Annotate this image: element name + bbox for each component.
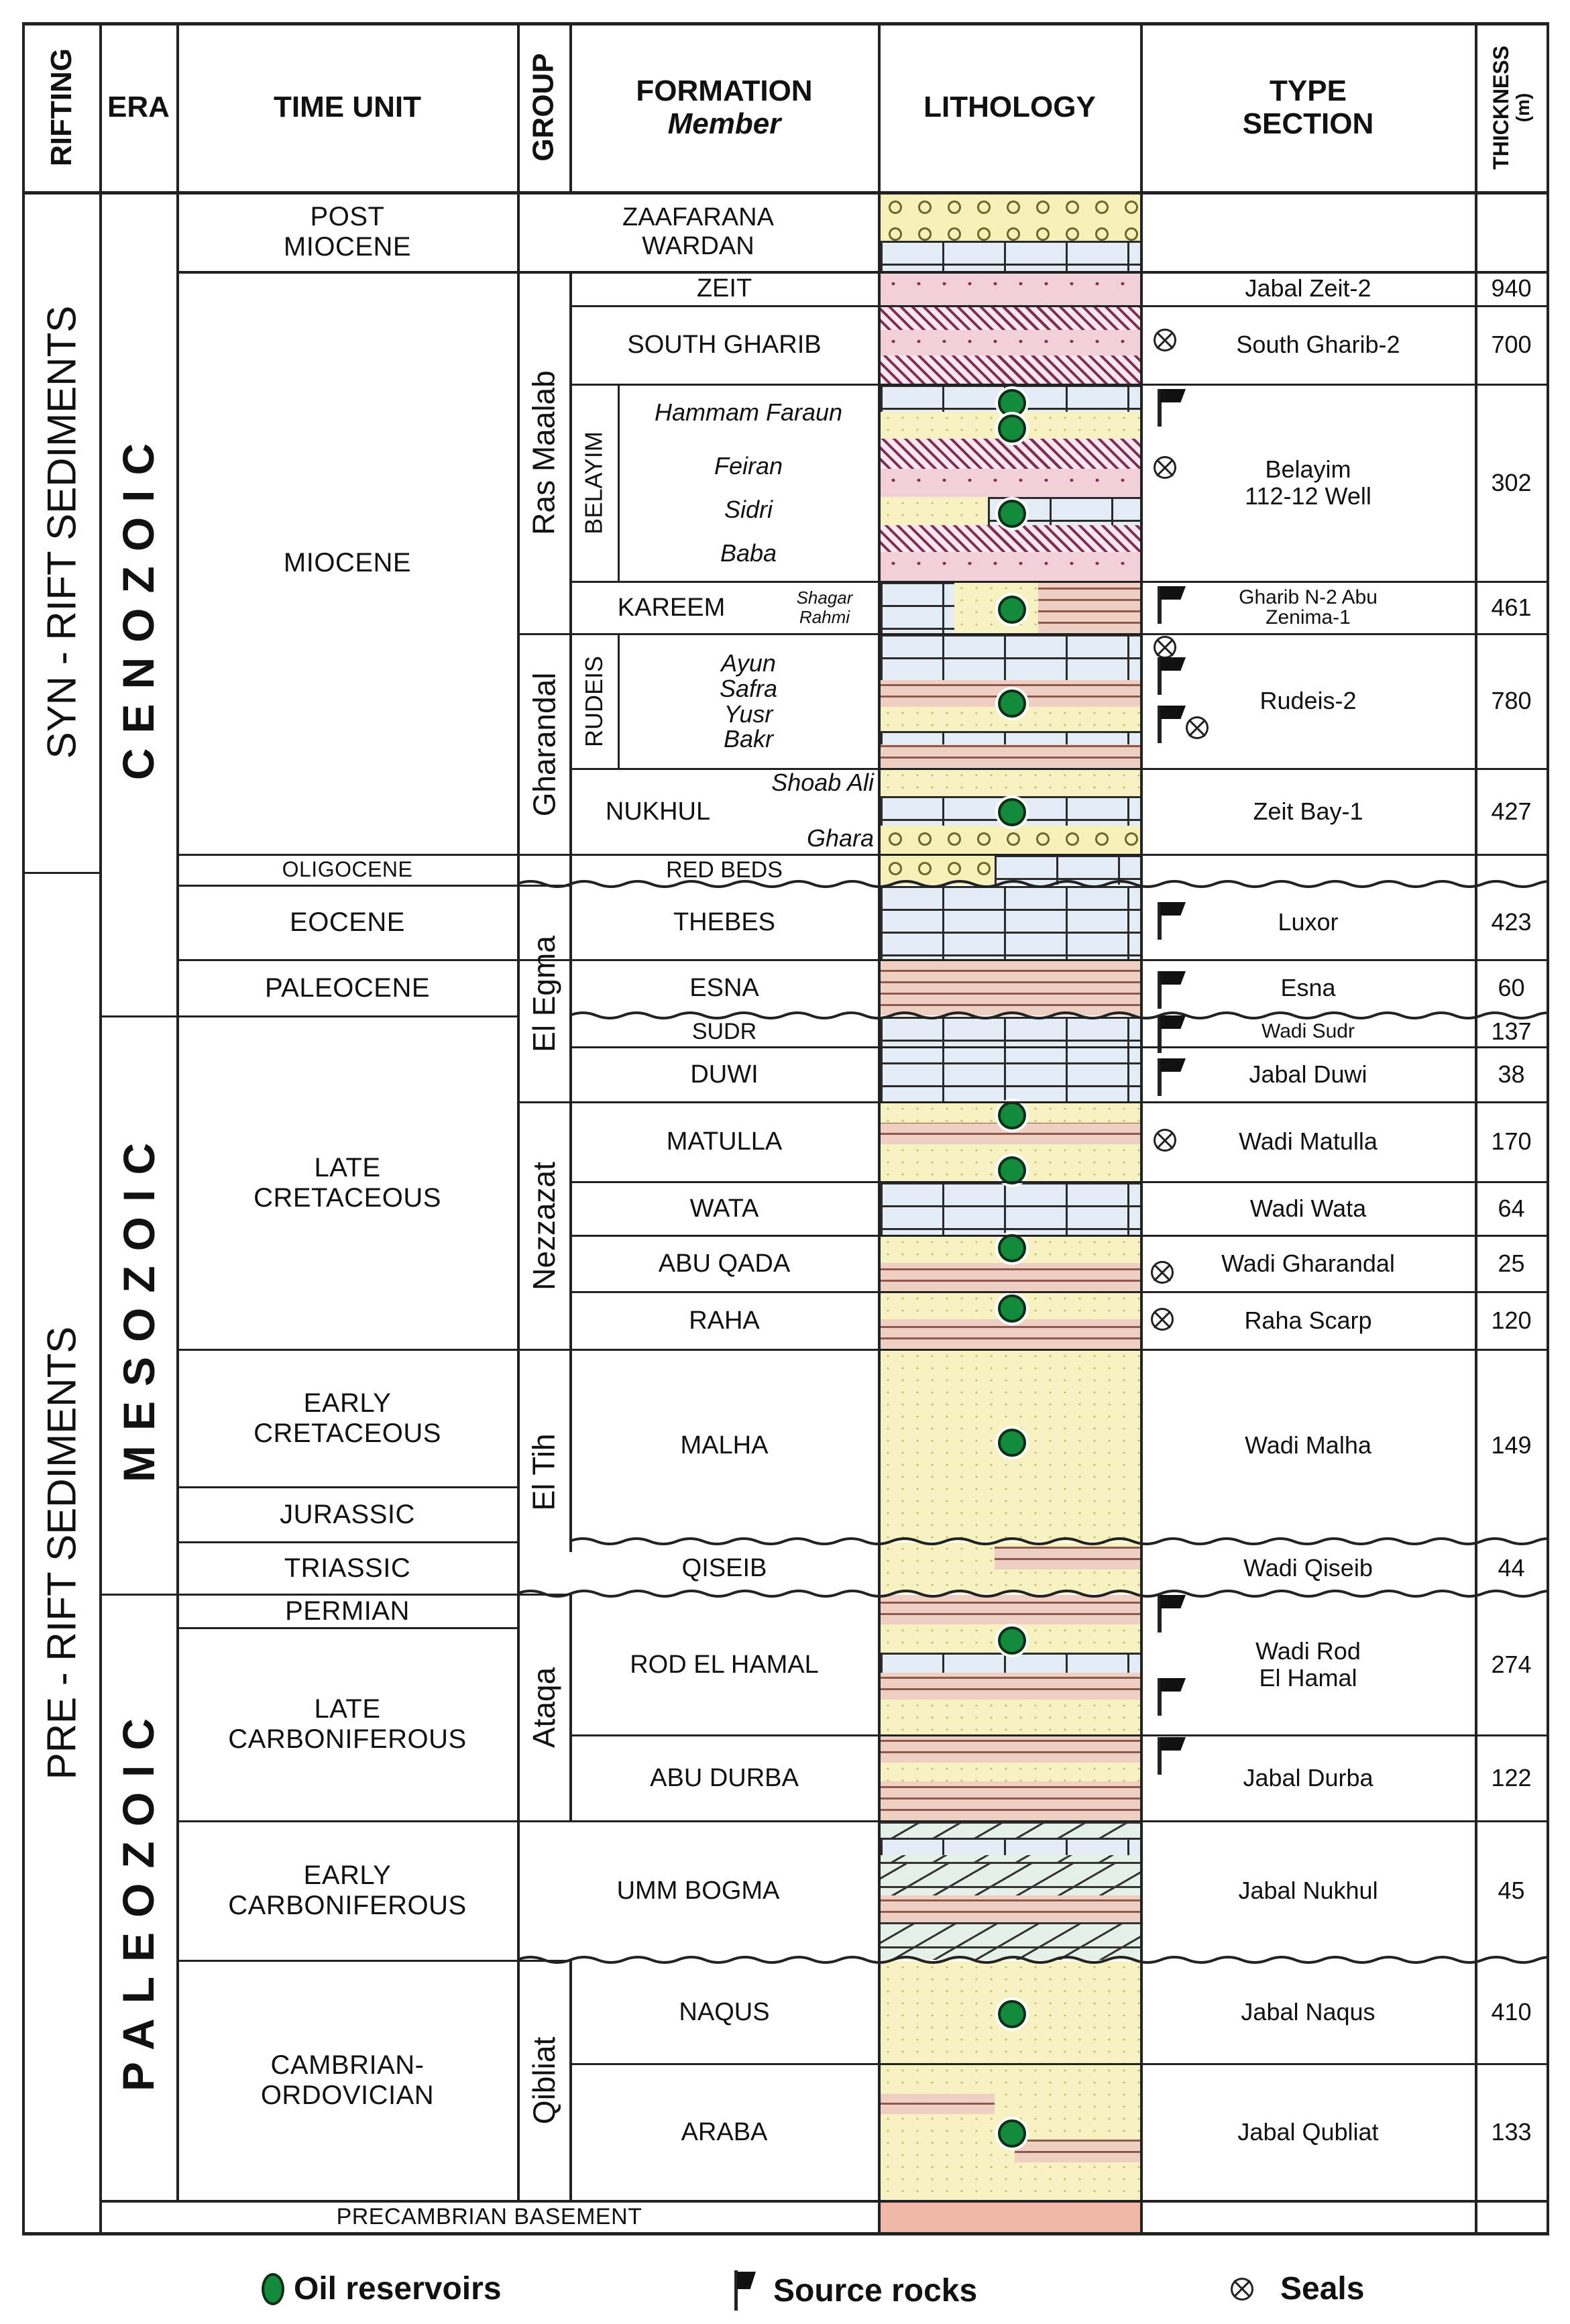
formation-south-gharib: SOUTH GHARIB [627, 331, 822, 359]
header-member-label: Member [667, 107, 781, 140]
oil-reservoir-icon [998, 1156, 1026, 1184]
formation-qiseib: QISEIB [681, 1553, 767, 1582]
formation-esna: ESNA [689, 973, 759, 1002]
type-section-sudr: Wadi Sudr [1261, 1020, 1355, 1043]
col-formation-litho [878, 22, 881, 2235]
limestone-layer [881, 1838, 1140, 1855]
shale-layer [881, 2094, 995, 2114]
era-mesozoic: MESOZOIC [113, 1127, 164, 1483]
formation-matulla: MATULLA [666, 1127, 783, 1156]
time-unit-jurassic: JURASSIC [280, 1499, 415, 1529]
source-rock-icon [1158, 1737, 1162, 1775]
formation-abu-qada: ABU QADA [658, 1249, 791, 1278]
shale-layer [881, 1263, 1140, 1291]
source-rock-icon [1158, 971, 1162, 1009]
salt-layer [881, 439, 1140, 469]
formation-umm-bogma: UMM BOGMA [616, 1876, 780, 1905]
formation-zeit: ZEIT [696, 274, 752, 303]
formation-araba: ARABA [681, 2117, 768, 2146]
sandstone-layer [881, 769, 1140, 796]
type-section-malha: Wadi Malha [1245, 1431, 1371, 1459]
dolomite-layer [881, 1862, 1140, 1895]
thickness-nukhul: 427 [1491, 797, 1532, 825]
oil-reservoir-icon [998, 1626, 1026, 1655]
type-section-south-gharib: South Gharib-2 [1236, 331, 1400, 359]
shale-layer [881, 1595, 1140, 1624]
type-section-umm-bogma: Jabal Nukhul [1238, 1876, 1378, 1904]
formation-raha: RAHA [689, 1306, 760, 1335]
salt-layer [881, 307, 1140, 330]
member-rahmi: Rahmi [799, 607, 850, 627]
legend-oil-label: Oil reservoirs [294, 2271, 502, 2307]
member-safra: Safra [719, 674, 778, 702]
oil-reservoir-icon [998, 1234, 1026, 1262]
formation-zaafarana-wardan: ZAAFARANA WARDAN [622, 203, 774, 260]
type-section-abu-qada: Wadi Gharandal [1221, 1249, 1395, 1277]
evaporite-layer [881, 469, 1140, 497]
shale-layer [881, 1673, 1140, 1700]
thickness-abu-qada: 25 [1498, 1249, 1525, 1277]
formation-nukhul: NUKHUL [605, 797, 711, 826]
type-section-naqus: Jabal Naqus [1241, 1997, 1376, 2026]
subgroup-rudeis: RUDEIS [580, 655, 608, 747]
limestone-layer [881, 1017, 1140, 1101]
type-section-raha: Raha Scarp [1244, 1306, 1372, 1334]
type-section-araba: Jabal Qubliat [1237, 2117, 1379, 2146]
header-era: ERA [107, 91, 170, 124]
header-thickness-label: THICKNESS [1489, 45, 1514, 170]
shale-layer [881, 1319, 1140, 1349]
shale-layer [881, 1781, 1140, 1820]
thickness-sudr: 137 [1491, 1017, 1532, 1045]
formation-sudr: SUDR [691, 1018, 757, 1044]
time-unit-precambrian-basement: PRECAMBRIAN BASEMENT [336, 2203, 642, 2229]
shale-layer [995, 1547, 1140, 1569]
oil-reservoir-icon [998, 798, 1026, 826]
type-section-rudeis: Rudeis-2 [1259, 687, 1357, 715]
thickness-rod-el-hamal: 274 [1491, 1650, 1532, 1678]
formation-thebes: THEBES [673, 908, 776, 937]
type-section-qiseib: Wadi Qiseib [1243, 1553, 1373, 1582]
time-unit-permian: PERMIAN [285, 1596, 410, 1626]
member-ayun: Ayun [721, 649, 776, 677]
limestone-layer [881, 241, 1140, 271]
group-el-egma: El Egma [526, 935, 562, 1052]
oil-reservoir-icon [998, 1101, 1026, 1129]
type-section-kareem: Gharib N-2 Abu Zenima-1 [1239, 586, 1378, 628]
header-formation-label: FORMATION [636, 74, 813, 107]
limestone-layer [881, 1182, 1140, 1235]
sandstone-layer [881, 1700, 1140, 1734]
kareem-members [771, 582, 878, 633]
time-unit-late-carboniferous: LATE CARBONIFEROUS [228, 1694, 467, 1754]
shale-layer [881, 744, 1140, 768]
header-type-section: TYPE SECTION [1242, 74, 1374, 140]
thickness-raha: 120 [1491, 1306, 1532, 1334]
legend-source-label: Source rocks [773, 2272, 978, 2309]
group-qibliat: Qibliat [526, 2036, 562, 2125]
group-gharandal: Gharandal [526, 672, 562, 816]
time-unit-late-cretaceous: LATE CRETACEOUS [254, 1152, 441, 1213]
oil-reservoir-icon [998, 2119, 1026, 2148]
formation-abu-durba: ABU DURBA [650, 1763, 799, 1792]
frame-bottom [22, 2232, 1549, 2235]
shale-layer [881, 1895, 1140, 1922]
seal-icon [1231, 2278, 1253, 2301]
member-baba: Baba [720, 539, 777, 567]
basement-layer [881, 2201, 1140, 2233]
type-section-matulla: Wadi Matulla [1239, 1127, 1378, 1156]
group-ras-maalab: Ras Maalab [526, 370, 562, 535]
seal-icon [1186, 716, 1209, 739]
formation-red-beds: RED BEDS [666, 856, 783, 883]
frame-right [1547, 22, 1549, 2235]
time-unit-early-carboniferous: EARLY CARBONIFEROUS [228, 1861, 467, 1920]
time-unit-paleocene: PALEOCENE [264, 973, 431, 1003]
source-rock-icon [1158, 1678, 1162, 1716]
subgroup-belayim: BELAYIM [580, 431, 608, 535]
shale-layer [1038, 582, 1140, 633]
thickness-thebes: 423 [1491, 908, 1532, 936]
header-thickness-unit: (m) [1512, 93, 1533, 122]
sandstone-layer [881, 497, 988, 525]
header-time-unit: TIME UNIT [274, 91, 421, 124]
thickness-matulla: 170 [1491, 1127, 1532, 1156]
evaporite-layer [881, 272, 1140, 305]
thickness-qiseib: 44 [1498, 1553, 1525, 1582]
member-hammam-faraun: Hammam Faraun [654, 398, 843, 426]
thickness-abu-durba: 122 [1491, 1763, 1532, 1791]
thickness-zeit: 940 [1491, 274, 1532, 302]
rifting-syn-rift: SYN - RIFT SEDIMENTS [39, 305, 84, 759]
thickness-malha: 149 [1491, 1431, 1532, 1459]
seal-icon [1154, 636, 1176, 659]
limestone-layer [881, 1653, 1140, 1673]
source-rock-icon [1158, 389, 1162, 427]
time-unit-cambrian-ordovician: CAMBRIAN- ORDOVICIAN [260, 2050, 435, 2110]
group-nezzazat: Nezzazat [526, 1161, 561, 1290]
group-el-tih: El Tih [526, 1433, 562, 1511]
thickness-wata: 64 [1498, 1194, 1525, 1222]
conglomerate-layer [881, 194, 1140, 241]
thickness-duwi: 38 [1498, 1060, 1525, 1088]
time-unit-oligocene: OLIGOCENE [282, 857, 413, 882]
source-rock-icon [1158, 1058, 1162, 1096]
header-thickness [1476, 23, 1547, 191]
seal-icon [1154, 1129, 1176, 1152]
legend-seal-label: Seals [1280, 2271, 1365, 2307]
formation-malha: MALHA [680, 1431, 769, 1460]
oil-reservoir-icon [998, 1294, 1026, 1323]
oil-reservoir-icon [998, 689, 1026, 718]
limestone-layer [881, 582, 954, 633]
type-section-rod-el-hamal: Wadi Rod El Hamal [1255, 1637, 1361, 1692]
oil-reservoir-icon [998, 500, 1026, 528]
time-unit-miocene: MIOCENE [283, 548, 412, 578]
thickness-south-gharib: 700 [1491, 331, 1532, 359]
time-unit-post-miocene: POST MIOCENE [283, 201, 412, 262]
salt-layer [881, 525, 1140, 552]
salt-layer [881, 355, 1140, 384]
thickness-esna: 60 [1498, 973, 1525, 1001]
member-ghara: Ghara [806, 824, 874, 852]
sandstone-layer [881, 1763, 1140, 1781]
shale-layer [881, 960, 1140, 1015]
era-cenozoic: CENOZOIC [113, 428, 164, 780]
formation-kareem: KAREEM [617, 593, 726, 622]
oil-reservoir-icon [998, 1429, 1026, 1457]
thickness-naqus: 410 [1491, 1997, 1532, 2026]
seal-icon [1154, 456, 1176, 479]
source-rock-icon [1158, 706, 1162, 743]
era-paleozoic: PALEOZOIC [113, 1703, 164, 2092]
thickness-umm-bogma: 45 [1498, 1876, 1525, 1904]
shale-layer [881, 1736, 1140, 1763]
type-section-esna: Esna [1280, 973, 1336, 1001]
rudeis-members [619, 634, 878, 768]
thickness-araba: 133 [1491, 2117, 1532, 2146]
type-section-abu-durba: Jabal Durba [1243, 1763, 1373, 1791]
type-section-duwi: Jabal Duwi [1249, 1060, 1367, 1088]
conglomerate-layer [881, 826, 1140, 854]
member-bakr: Bakr [723, 725, 774, 753]
legend-oil-reservoirs [262, 2270, 502, 2307]
source-rock-icon [734, 2270, 761, 2311]
time-unit-triassic: TRIASSIC [284, 1553, 411, 1583]
member-feiran: Feiran [714, 451, 783, 480]
header-rifting: RIFTING [44, 48, 78, 166]
type-section-nukhul: Zeit Bay-1 [1253, 797, 1363, 825]
thickness-kareem: 461 [1491, 593, 1532, 621]
thickness-belayim: 302 [1491, 468, 1532, 496]
source-rock-icon [1158, 1595, 1162, 1633]
oil-reservoir-icon [998, 596, 1026, 624]
limestone-layer [881, 886, 1140, 959]
evaporite-layer [881, 330, 1140, 355]
source-rock-icon [1158, 1015, 1162, 1053]
oil-reservoir-icon [998, 389, 1026, 417]
member-sidri: Sidri [724, 495, 773, 523]
source-rock-icon [1158, 657, 1162, 695]
type-section-wata: Wadi Wata [1249, 1194, 1367, 1222]
member-shagar: Shagar [796, 588, 853, 608]
thickness-rudeis: 780 [1491, 687, 1532, 715]
type-section-belayim: Belayim 112-12 Well [1245, 455, 1371, 510]
time-unit-eocene: EOCENE [290, 907, 405, 938]
header-lithology: LITHOLOGY [923, 91, 1096, 124]
oil-reservoir-icon [262, 2273, 284, 2305]
formation-rod-el-hamal: ROD EL HAMAL [630, 1650, 819, 1679]
source-rock-icon [1158, 586, 1162, 624]
seal-icon [1151, 1261, 1174, 1284]
type-section-thebes: Luxor [1278, 908, 1339, 936]
seal-icon [1154, 329, 1176, 351]
member-shoab-ali: Shoab Ali [771, 768, 874, 796]
member-yusr: Yusr [724, 700, 773, 728]
header-formation [571, 23, 878, 191]
source-rock-icon [1158, 902, 1162, 940]
oil-reservoir-icon [998, 414, 1026, 443]
evaporite-layer [881, 552, 1140, 581]
legend-source-rocks [734, 2270, 977, 2311]
formation-naqus: NAQUS [679, 1997, 770, 2026]
oil-reservoir-icon [998, 2000, 1026, 2028]
shale-layer [1015, 2140, 1140, 2162]
legend-seals [1231, 2270, 1364, 2307]
seal-icon [1151, 1308, 1174, 1331]
rifting-pre-rift: PRE - RIFT SEDIMENTS [39, 1326, 84, 1779]
limestone-layer [881, 634, 1140, 680]
formation-wata: WATA [689, 1194, 759, 1223]
formation-duwi: DUWI [690, 1060, 759, 1089]
group-ataqa: Ataqa [526, 1667, 561, 1749]
type-section-zeit: Jabal Zeit-2 [1245, 274, 1371, 302]
header-group: GROUP [527, 53, 561, 162]
time-unit-early-cretaceous: EARLY CRETACEOUS [254, 1388, 441, 1448]
